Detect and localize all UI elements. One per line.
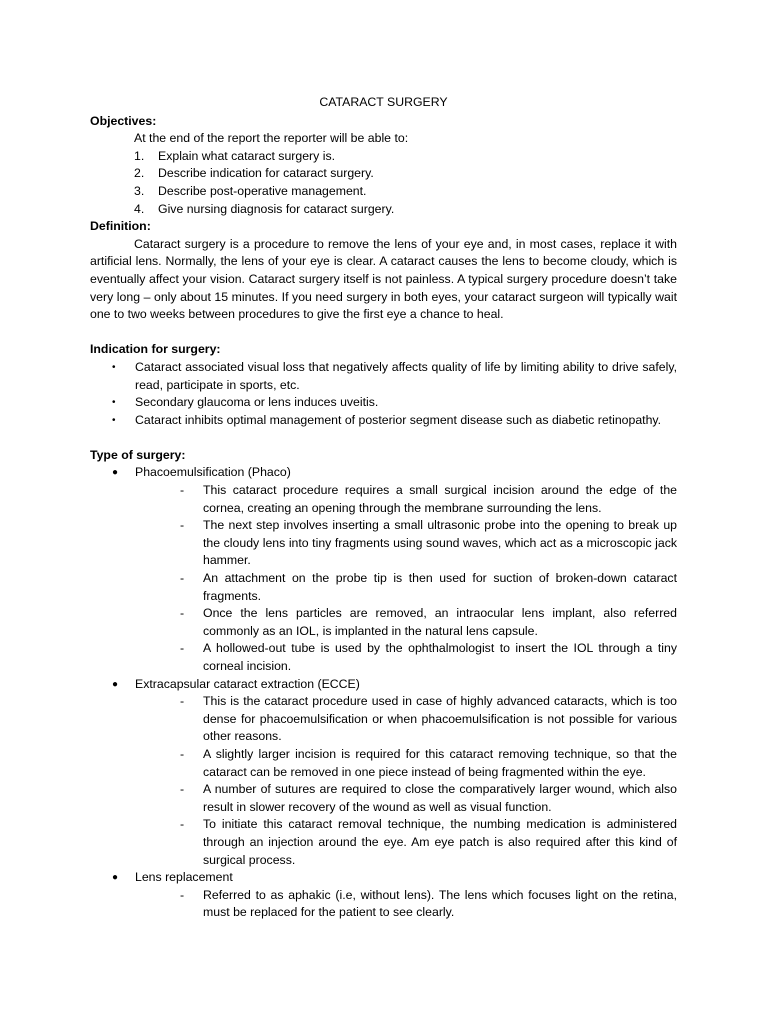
surgery-point (90, 570, 677, 605)
bullet-icon: • (112, 397, 116, 409)
objective-item (90, 201, 677, 219)
objective-number: 2. (134, 166, 145, 181)
dash-icon: - (180, 606, 185, 621)
definition-paragraph: Cataract surgery is a procedure to remove the lens of your eye and, in most cases, replace it with artificial lens. Normally, the lens of your eye is clear. A cataract causes the lens to become cloudy, which is eventually affect your vision. Cataract surgery itself is not painless. A typical surgery procedure doesn’t take very long – only about 15 minutes. If you need surgery in both eyes, your cataract surgeon will typically wait one to two weeks between procedures to give the first eye a chance to heal. (90, 236, 677, 322)
surgery-point (90, 746, 677, 781)
dash-icon: - (180, 518, 185, 533)
surgery-point-text: A hollowed-out tube is used by the ophthalmologist to insert the IOL through a tiny corneal incision. (203, 641, 677, 673)
surgery-point-text: Once the lens particles are removed, an intraocular lens implant, also referred commonly as an IOL, is implanted in the natural lens capsule. (203, 606, 677, 638)
objective-text: Describe post-operative management. (158, 183, 367, 198)
surgery-point (90, 640, 677, 675)
objectives-intro: At the end of the report the reporter will be able to: (134, 131, 409, 146)
surgery-point (90, 816, 677, 869)
indication-text: Cataract associated visual loss that negatively affects quality of life by limiting ability to drive safely, read, participate in sports, etc. (135, 359, 677, 392)
bullet-icon: ● (112, 678, 119, 690)
dash-icon: - (180, 694, 185, 709)
types-list (90, 464, 677, 921)
surgery-point-text: A slightly larger incision is required for this cataract removing technique, so that the cataract can be removed in one piece instead of being fragmented within the eye. (203, 746, 677, 779)
surgery-type-title (90, 464, 677, 482)
indication-item (90, 412, 677, 430)
objective-number: 1. (134, 148, 145, 163)
indication-text: Cataract inhibits optimal management of posterior segment disease such as diabetic retinopathy. (135, 412, 662, 427)
surgery-type (90, 676, 677, 870)
surgery-point (90, 605, 677, 640)
surgery-type (90, 464, 677, 675)
bullet-icon: ● (112, 872, 119, 884)
objective-number: 3. (134, 183, 145, 198)
document-title: CATARACT SURGERY (319, 95, 448, 109)
surgery-point (90, 693, 677, 746)
objective-text: Describe indication for cataract surgery. (158, 166, 374, 181)
surgery-point-text: To initiate this cataract removal technique, the numbing medication is administered through an injection around the eye. Am eye patch is also required after this kind of surgical process. (203, 817, 677, 867)
surgery-point-text: An attachment on the probe tip is then used for suction of broken-down cataract fragments. (203, 571, 677, 603)
objectives-list (90, 148, 677, 218)
definition-heading: Definition: (90, 219, 151, 234)
dash-icon: - (180, 483, 185, 498)
surgery-point (90, 887, 677, 922)
bullet-icon: ● (112, 467, 119, 479)
dash-icon: - (180, 641, 185, 656)
dash-icon: - (180, 887, 185, 902)
surgery-type-name: Extracapsular cataract extraction (ECCE) (135, 676, 360, 691)
indication-text: Secondary glaucoma or lens induces uveitis. (135, 395, 379, 410)
spacer (90, 429, 677, 447)
surgery-type (90, 869, 677, 922)
surgery-point-text: This is the cataract procedure used in case of highly advanced cataracts, which is too dense for phacoemulsification or when phacoemulsification is not possible for various other reasons. (203, 694, 677, 744)
objective-item (90, 165, 677, 183)
dash-icon: - (180, 817, 185, 832)
bullet-icon: • (112, 414, 116, 426)
spacer (90, 324, 677, 342)
objective-item (90, 183, 677, 201)
surgery-type-title (90, 869, 677, 887)
indication-heading: Indication for surgery: (90, 342, 221, 357)
surgery-point-text: A number of sutures are required to close the comparatively larger wound, which also result in slower recovery of the wound as well as visual function. (203, 782, 677, 814)
bullet-icon: • (112, 361, 116, 373)
indication-list (90, 359, 677, 429)
indication-item (90, 394, 677, 412)
surgery-point-text: Referred to as aphakic (i.e, without lens). The lens which focuses light on the retina, must be replaced for the patient to see clearly. (203, 887, 677, 920)
objectives-heading: Objectives: (90, 113, 157, 128)
surgery-point (90, 781, 677, 816)
indication-item (90, 359, 677, 394)
objective-item (90, 148, 677, 166)
surgery-point-text: The next step involves inserting a small ultrasonic probe into the opening to break up the cloudy lens into tiny fragments using sound waves, which act as a microscopic jack hammer. (203, 518, 677, 568)
document-body (90, 94, 677, 922)
types-heading: Type of surgery: (90, 447, 186, 462)
objective-number: 4. (134, 201, 145, 216)
surgery-point (90, 482, 677, 517)
objective-text: Give nursing diagnosis for cataract surgery. (158, 201, 395, 216)
surgery-point (90, 517, 677, 570)
dash-icon: - (180, 571, 185, 586)
surgery-type-name: Phacoemulsification (Phaco) (135, 465, 291, 480)
surgery-type-name: Lens replacement (135, 870, 233, 885)
surgery-point-text: This cataract procedure requires a small surgical incision around the edge of the cornea, creating an opening through the membrane surrounding the lens. (203, 483, 677, 515)
dash-icon: - (180, 746, 185, 761)
surgery-type-title (90, 676, 677, 694)
objective-text: Explain what cataract surgery is. (158, 148, 336, 163)
dash-icon: - (180, 782, 185, 797)
